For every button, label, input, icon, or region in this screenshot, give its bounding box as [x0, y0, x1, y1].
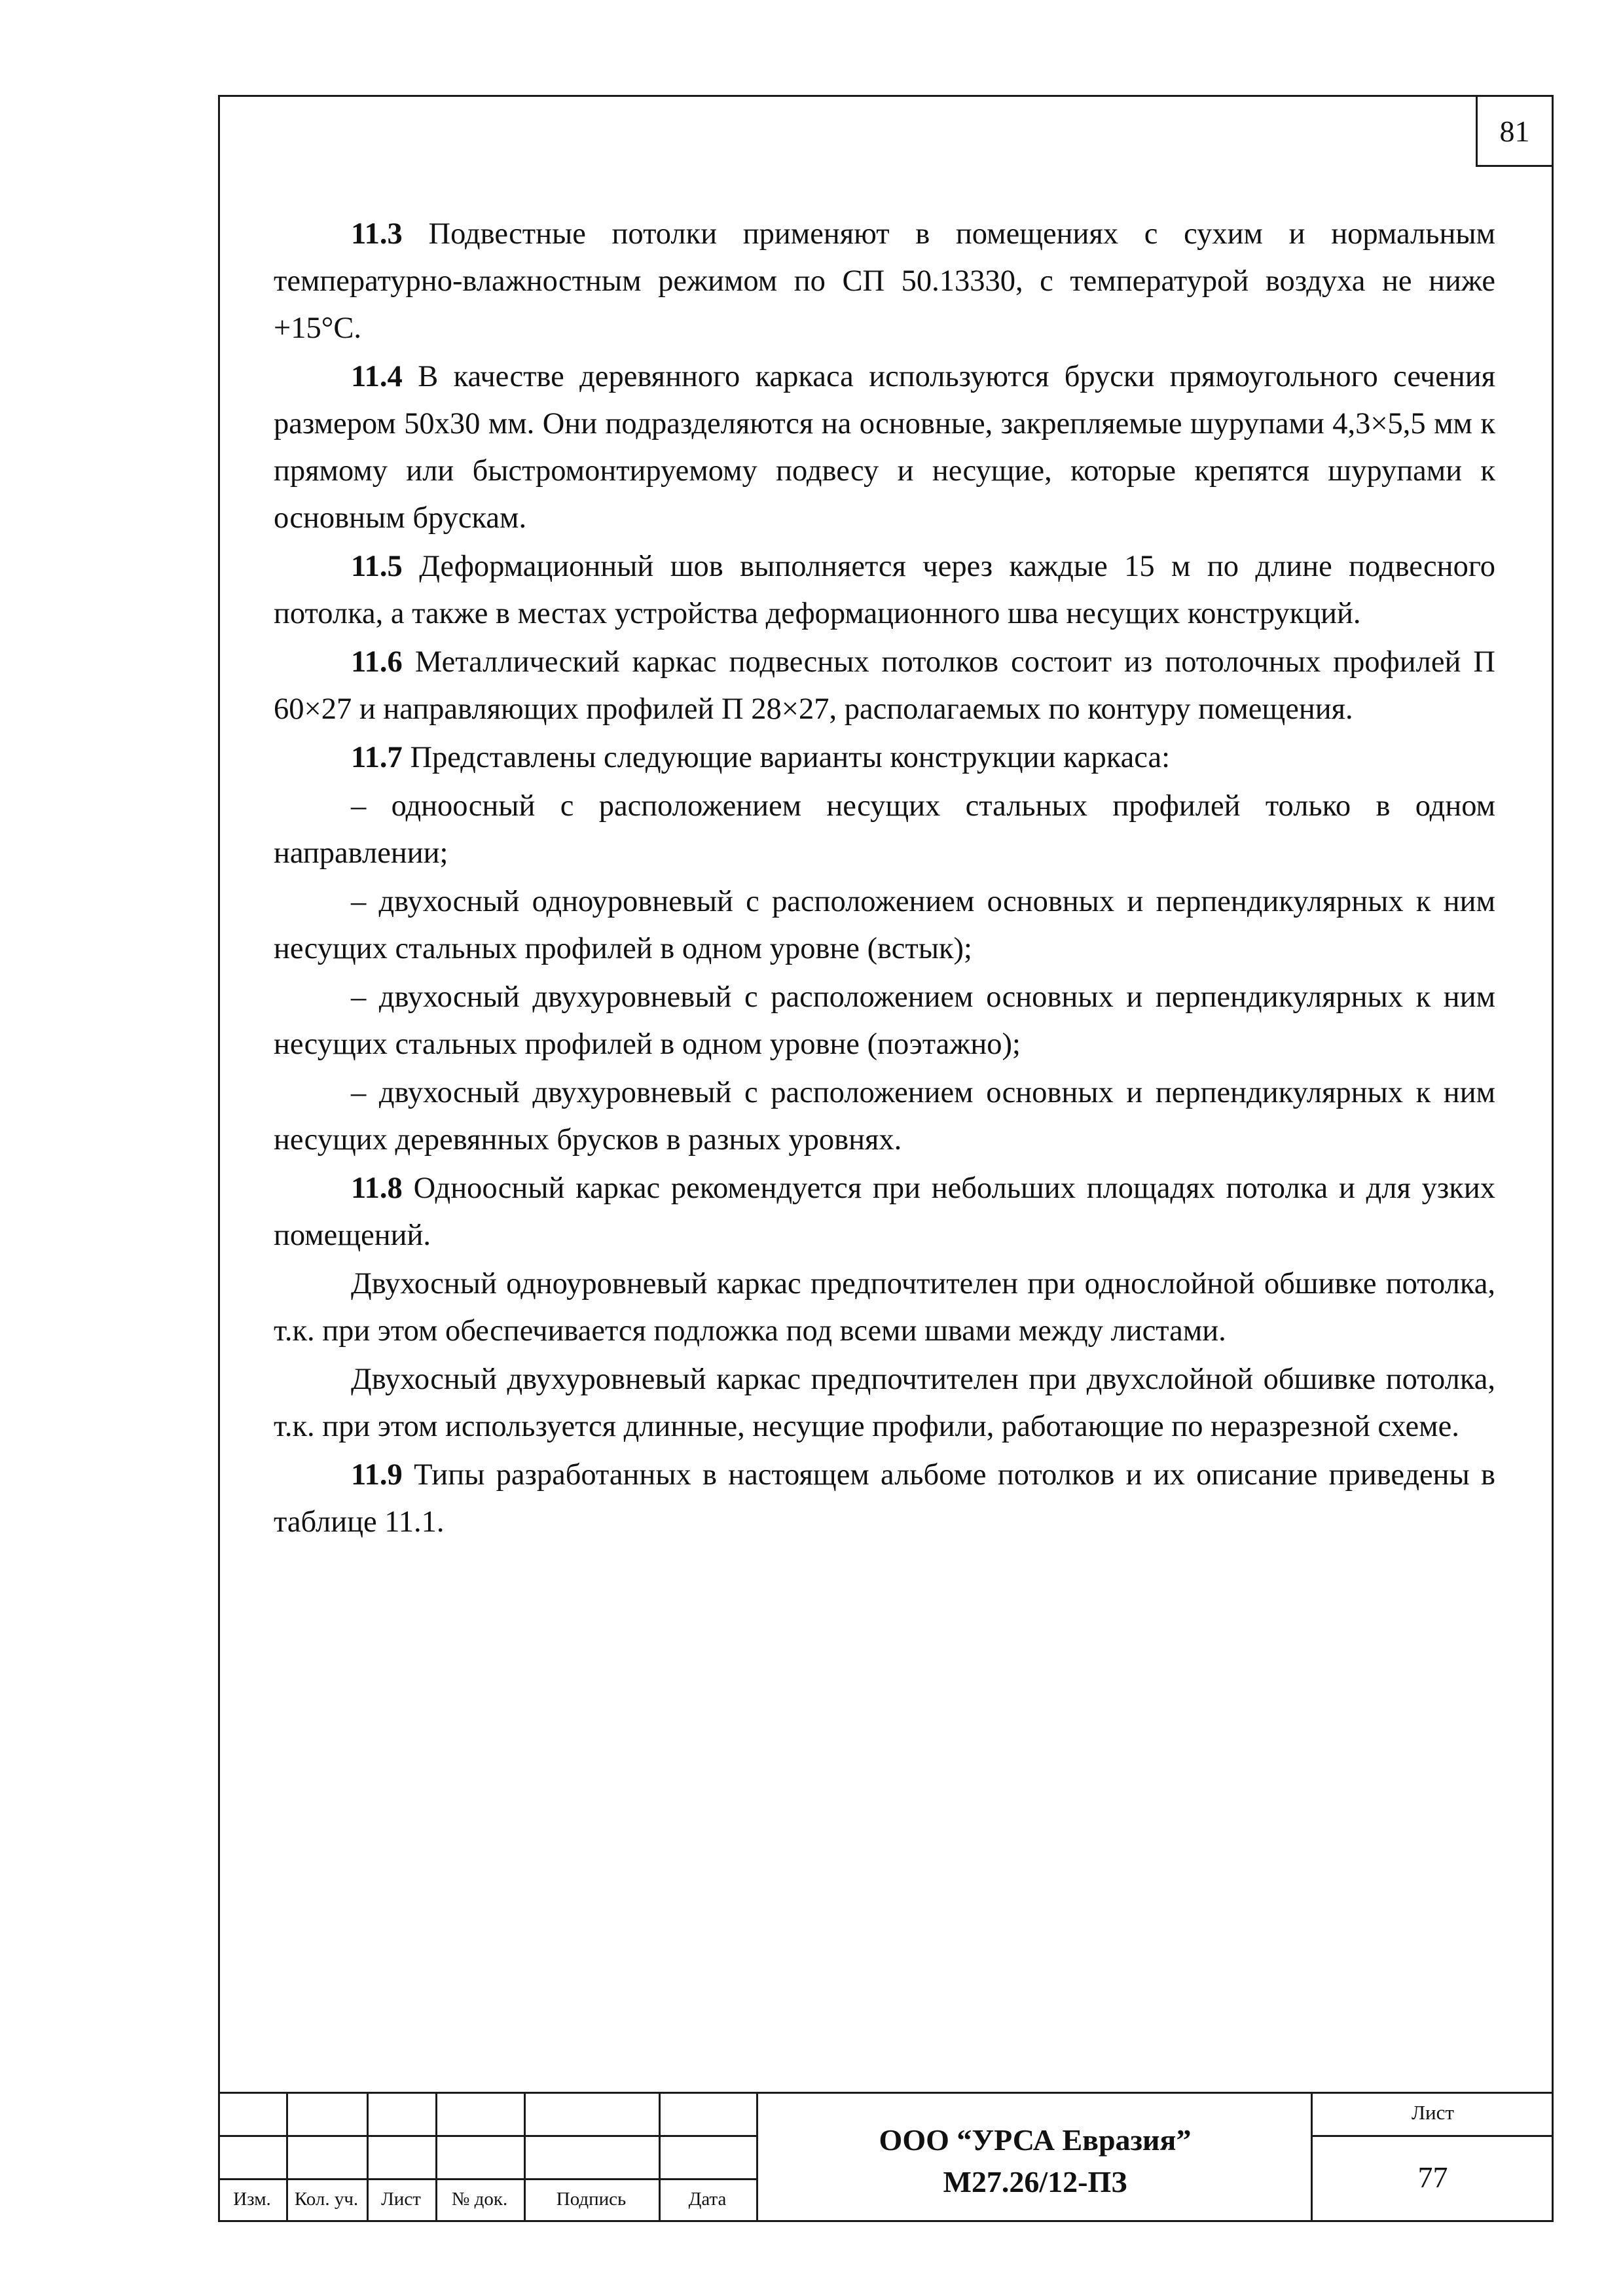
paragraph: Двухосный двухуровневый каркас предпочтителен при двухслойной обшивке потолка, т.к. при этом используется длинные, несущие профили, работающие по неразрезной схеме.	[274, 1363, 1495, 1443]
stamp-col-date: Дата	[688, 2189, 727, 2210]
paragraph: Двухосный одноуровневый каркас предпочтителен при однослойной обшивке потолка, т.к. при этом обеспечивается подложка под всеми швами между листами.	[274, 1267, 1495, 1348]
list-item: – одноосный с расположением несущих стальных профилей только в одном направлении;	[274, 789, 1495, 870]
document-code: М27.26/12-ПЗ	[943, 2165, 1127, 2198]
list-item: – двухосный двухуровневый с расположением основных и перпендикулярных к ним несущих деревянных брусков в разных уровнях.	[274, 1076, 1495, 1157]
stamp-line	[218, 2135, 758, 2137]
paragraph: 11.5 Деформационный шов выполняется через каждые 15 м по длине подвесного потолка, а также в местах устройства деформационного шва несущих конструкций.	[274, 550, 1495, 630]
paragraph: 11.3 Подвестные потолки применяют в помещениях с сухим и нормальным температурно-влажностным режимом по СП 50.13330, с температурой воздуха не ниже +15°С.	[274, 217, 1495, 345]
paragraph: 11.6 Металлический каркас подвесных потолков состоит из потолочных профилей П 60×27 и направляющих профилей П 28×27, располагаемых по контуру помещения.	[274, 645, 1495, 726]
document-body	[274, 211, 1495, 1547]
stamp-col-list: Лист	[381, 2189, 421, 2210]
stamp-col-signature: Подпись	[556, 2189, 627, 2210]
list-item: – двухосный двухуровневый с расположением основных и перпендикулярных к ним несущих стальных профилей в одном уровне (поэтажно);	[274, 980, 1495, 1061]
stamp-col-izm: Изм.	[233, 2189, 271, 2210]
page-number: 81	[1476, 95, 1554, 167]
stamp-line	[218, 2178, 758, 2180]
stamp-col-doc: № док.	[451, 2189, 508, 2210]
list-item: – двухосный одноуровневый с расположением основных и перпендикулярных к ним несущих стальных профилей в одном уровне (встык);	[274, 885, 1495, 965]
company-name: ООО “УРСА Евразия”	[879, 2123, 1192, 2157]
paragraph: 11.8 Одноосный каркас рекомендуется при небольших площадях потолка и для узких помещений.	[274, 1172, 1495, 1252]
stamp-line	[218, 2092, 1554, 2094]
stamp-col-kol-uch: Кол. уч.	[294, 2189, 359, 2210]
sheet-number: 77	[1417, 2161, 1448, 2194]
paragraph: 11.9 Типы разработанных в настоящем альбоме потолков и их описание приведены в таблице 11.1.	[274, 1458, 1495, 1539]
stamp-title	[758, 2119, 1312, 2203]
paragraph: 11.4 В качестве деревянного каркаса используются бруски прямоугольного сечения размером 50х30 мм. Они подразделяются на основные, закрепляемые шурупами 4,3×5,5 мм к прямому или быстромонтируемому подвесу и несущие, которые крепятся шурупами к основным брускам.	[274, 360, 1495, 535]
sheet-label: Лист	[1412, 2101, 1454, 2124]
paragraph: 11.7 Представлены следующие варианты конструкции каркаса:	[351, 741, 1171, 774]
